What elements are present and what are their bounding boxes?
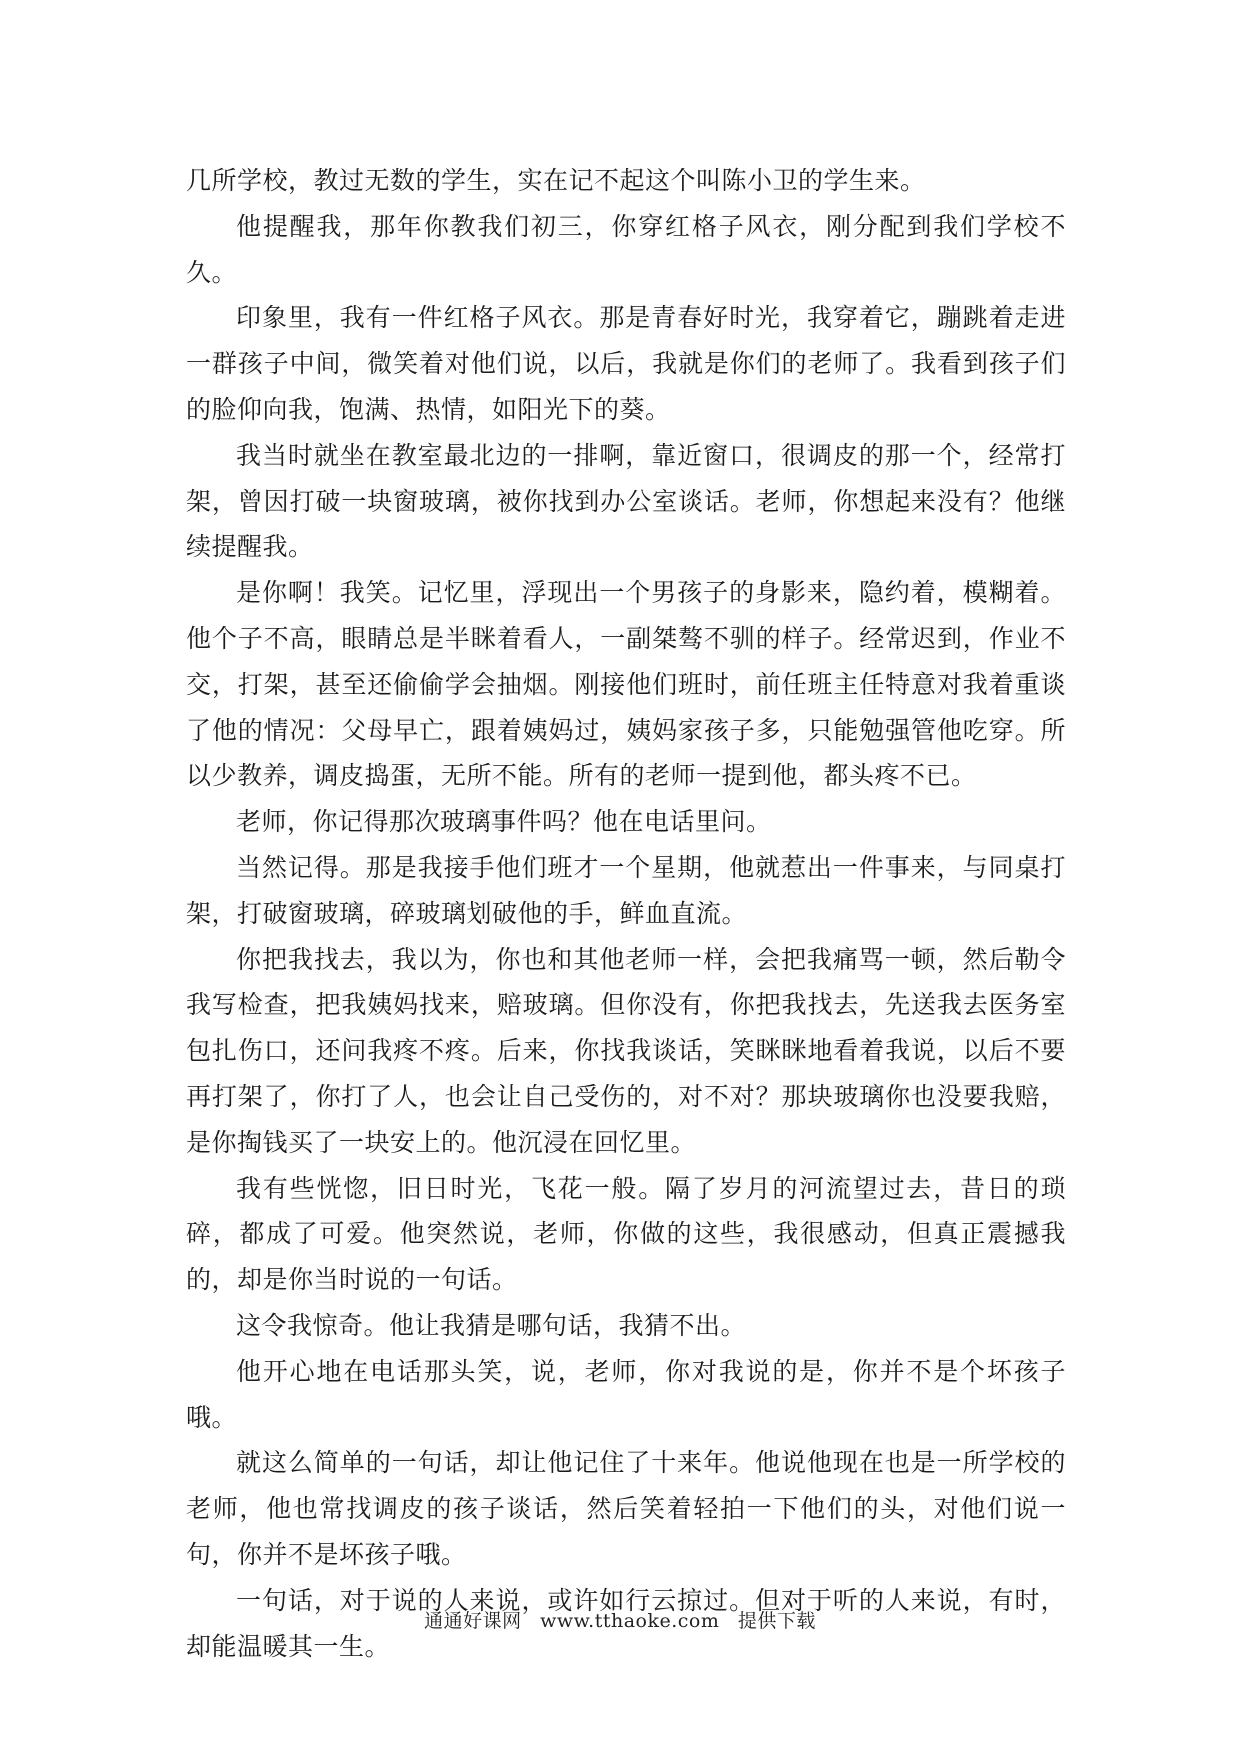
article-body [186, 158, 1066, 1669]
paragraph: 是你啊！我笑。记忆里，浮现出一个男孩子的身影来，隐约着，模糊着。他个子不高，眼睛总是半眯着看人，一副桀骜不驯的样子。经常迟到，作业不交，打架，甚至还偷偷学会抽烟。刚接他们班时，前任班主任特意对我着重谈了他的情况：父母早亡，跟着姨妈过，姨妈家孩子多，只能勉强管他吃穿。所以少教养，调皮捣蛋，无所不能。所有的老师一提到他，都头疼不已。 [186, 578, 1066, 791]
paragraph: 他提醒我，那年你教我们初三，你穿红格子风衣，刚分配到我们学校不久。 [186, 211, 1066, 287]
page-footer [0, 1606, 1240, 1633]
footer-site-name: 通通好课网 [424, 1610, 522, 1632]
paragraph: 我当时就坐在教室最北边的一排啊，靠近窗口，很调皮的那一个，经常打架，曾因打破一块窗玻璃，被你找到办公室谈话。老师，你想起来没有？他继续提醒我。 [186, 440, 1066, 562]
footer-suffix: 提供下载 [737, 1610, 816, 1632]
paragraph: 这令我惊奇。他让我猜是哪句话，我猜不出。 [236, 1310, 747, 1340]
footer-url[interactable]: www.tthaoke.com [540, 1610, 720, 1632]
paragraph: 老师，你记得那次玻璃事件吗？他在电话里问。 [236, 807, 772, 837]
paragraph: 一句话，对于说的人来说，或许如行云掠过。但对于听的人来说，有时，却能温暖其一生。 [186, 1585, 1066, 1661]
paragraph: 几所学校，教过无数的学生，实在记不起这个叫陈小卫的学生来。 [186, 166, 926, 195]
paragraph: 他开心地在电话那头笑，说，老师，你对我说的是，你并不是个坏孩子哦。 [186, 1356, 1066, 1432]
paragraph: 我有些恍惚，旧日时光，飞花一般。隔了岁月的河流望过去，昔日的琐碎，都成了可爱。他突然说，老师，你做的这些，我很感动，但真正震撼我的，却是你当时说的一句话。 [186, 1173, 1066, 1295]
paragraph: 印象里，我有一件红格子风衣。那是青春好时光，我穿着它，蹦跳着走进一群孩子中间，微笑着对他们说，以后，我就是你们的老师了。我看到孩子们的脸仰向我，饱满、热情，如阳光下的葵。 [186, 303, 1066, 424]
paragraph: 当然记得。那是我接手他们班才一个星期，他就惹出一件事来，与同桌打架，打破窗玻璃，碎玻璃划破他的手，鲜血直流。 [186, 852, 1066, 928]
paragraph: 你把我找去，我以为，你也和其他老师一样，会把我痛骂一顿，然后勒令我写检查，把我姨妈找来，赔玻璃。但你没有，你把我找去，先送我去医务室包扎伤口，还问我疼不疼。后来，你找我谈话，笑眯眯地看着我说，以后不要再打架了，你打了人，也会让自己受伤的，对不对？那块玻璃你也没要我赔，是你掏钱买了一块安上的。他沉浸在回忆里。 [186, 944, 1066, 1157]
paragraph: 就这么简单的一句话，却让他记住了十来年。他说他现在也是一所学校的老师，他也常找调皮的孩子谈话，然后笑着轻拍一下他们的头，对他们说一句，你并不是坏孩子哦。 [186, 1448, 1066, 1569]
